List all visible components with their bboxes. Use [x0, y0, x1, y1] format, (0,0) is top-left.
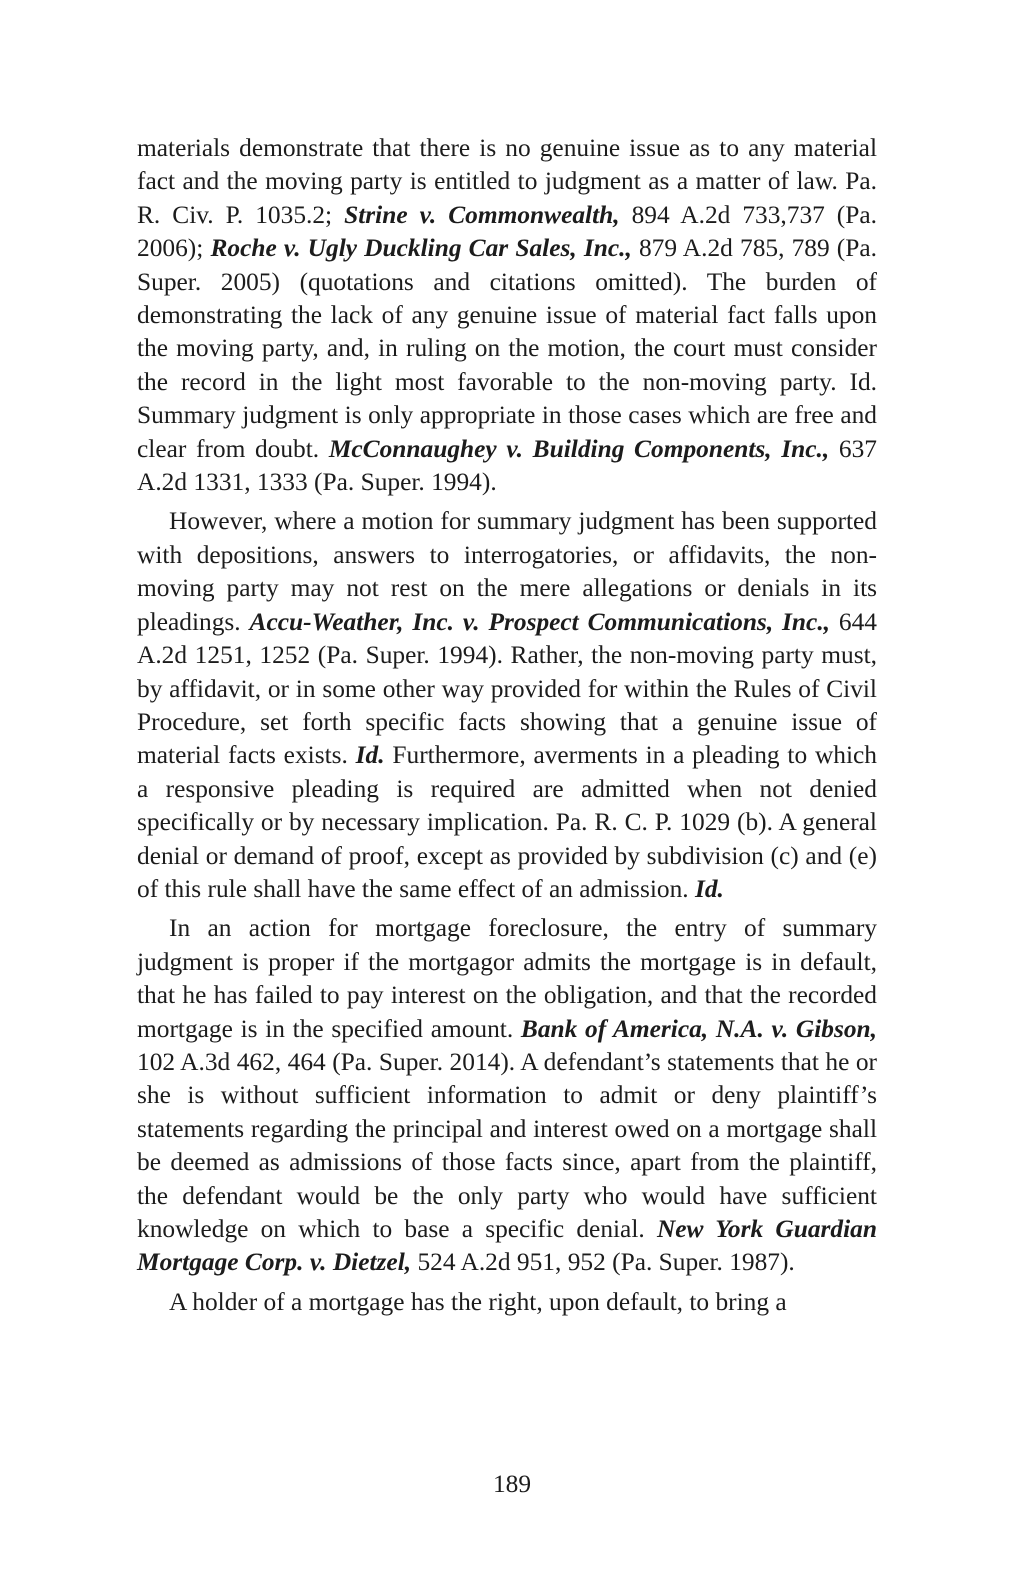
case-citation: Id. — [694, 874, 724, 903]
body-text: 637 A.2d 1331, 1333 (Pa. Super. 1994). — [137, 434, 877, 497]
body-text: However, where a motion for summary judgment has been supported with depositions, answers to interrogatories, or affidavits, the non-moving party may not rest on the mere allegations or denials in its pleadings. — [137, 507, 877, 636]
case-citation: McConnaughey v. Building Components, Inc., — [328, 434, 830, 463]
case-citation: Strine v. Commonwealth, — [344, 200, 620, 229]
body-text: 644 A.2d 1251, 1252 (Pa. Super. 1994). Rather, the non-moving party must, by affidavit, or in some other way provided for within the Rules of Civil Procedure, set forth specific facts showing that a genuine issue of material facts exists. — [137, 607, 878, 770]
body-text: 524 A.2d 951, 952 (Pa. Super. 1987). — [411, 1248, 795, 1277]
case-citation: Roche v. Ugly Duckling Car Sales, Inc., — [210, 234, 632, 263]
body-text: Furthermore, averments in a pleading to which a responsive pleading is required are admitted when not denied specifically or by necessary implication. Pa. R. C. P. 1029 (b). A general denial or demand of proof, except as provided by subdivision (c) and (e) of this rule shall have the same effect of an admission. — [137, 741, 877, 903]
case-citation: New York Guardian Mortgage Corp. v. Dietzel, — [137, 1215, 877, 1277]
case-citation: Accu-Weather, Inc. v. Prospect Communications, Inc., — [249, 607, 831, 636]
paragraph-summary-judgment-standard — [137, 132, 877, 499]
paragraph-non-moving-party — [137, 505, 877, 906]
case-citation: Id. — [355, 741, 385, 770]
body-text: In an action for mortgage foreclosure, the entry of summary judgment is proper if the mortgagor admits the mortgage is in default, that he has failed to pay interest on the obligation, and that the recorded mortgage is in the specified amount. — [137, 914, 877, 1043]
body-text: materials demonstrate that there is no genuine issue as to any material fact and the moving party is entitled to judgment as a matter of law. Pa. R. Civ. P. 1035.2; — [137, 134, 877, 229]
body-text: A holder of a mortgage has the right, upon default, to bring a — [169, 1287, 787, 1316]
body-text: 879 A.2d 785, 789 (Pa. Super. 2005) (quotations and citations omitted). The burden of demonstrating the lack of any genuine issue of material fact falls upon the moving party, and, in ruling on the motion, the court must consider the record in the light most favorable to the non-moving party. Id. Summary judgment is only appropriate in those cases which are free and clear from doubt. — [137, 234, 877, 463]
paragraph-mortgage-foreclosure — [137, 912, 877, 1279]
page-number: 189 — [492, 1470, 532, 1498]
body-text: 102 A.3d 462, 464 (Pa. Super. 2014). A defendant’s statements that he or she is without sufficient information to admit or deny plaintiff’s statements regarding the principal and interest owed on a mortgage shall be deemed as admissions of those facts since, apart from the plaintiff, the defendant would be the only party who would have sufficient knowledge on which to base a specific denial. — [137, 1047, 877, 1243]
body-text: 894 A.2d 733,737 (Pa. 2006); — [137, 200, 877, 263]
document-body — [137, 132, 877, 1325]
case-citation: Bank of America, N.A. v. Gibson, — [520, 1014, 878, 1043]
paragraph-mortgage-holder — [137, 1286, 877, 1319]
